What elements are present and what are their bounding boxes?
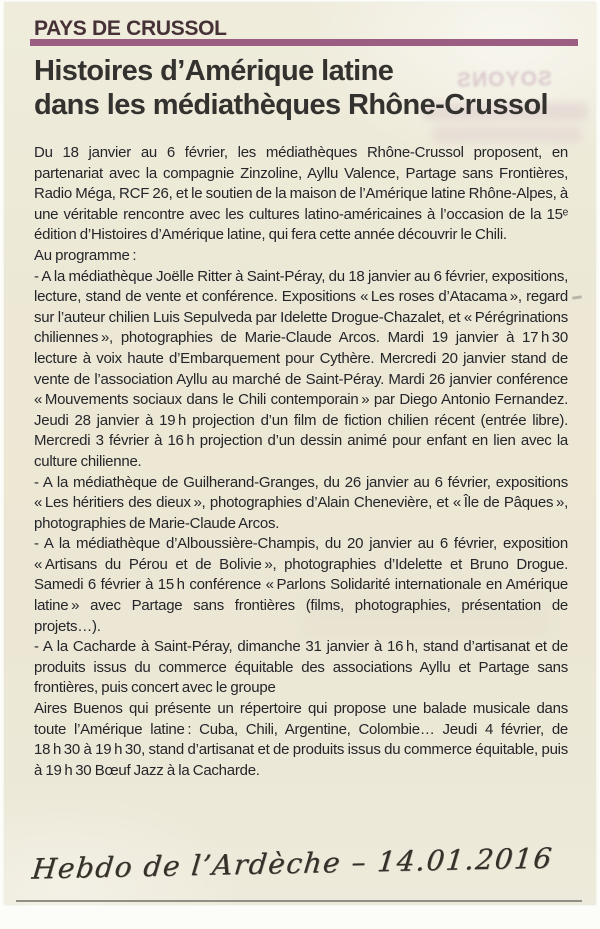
handwritten-source-note: Hebdo de l’Ardèche – 14.01.2016: [30, 841, 555, 886]
headline-line1: Histoires d’Amérique latine: [34, 55, 394, 87]
article-paragraph-programme-label: Au programme :: [34, 246, 137, 264]
article-paragraph-alboussiere: - A la médiathèque d’Alboussière-Champis, du 20 janvier au 6 février, exposition « Artisans du Pérou et de Bolivie », photographies d’Idelette et Bruno Drogue. Samedi 6 février à 15 h conférence « Parlons Solidarité internationale en Amérique latine » avec Partage sans frontières (films, photographies, présentation de projets…).: [34, 535, 568, 635]
article-paragraph-intro: Du 18 janvier au 6 février, les médiathèques Rhône-Crussol proposent, en partenariat avec la compagnie Zinzoline, Ayllu Valence, Partage sans Frontières, Radio Méga, RCF 26, et le soutien de la maison de l’Amérique latine Rhône-Alpes, à une véritable rencontre avec les cultures latino-américaines à l’occasion de la 15ᵉ édition d’Histoires d’Amérique latine, qui fera cette année découvrir le Chili.: [34, 144, 568, 244]
newspaper-clipping: [4, 2, 596, 905]
article-body: [34, 143, 568, 781]
showthrough-ghost-text: SOYONS: [455, 67, 553, 92]
article-paragraph-aires-buenos: Aires Buenos qui présente un répertoire qui propose une balade musicale dans toute l’Amérique latine : Cuba, Chili, Argentine, Colombie… Jeudi 4 février, de 18 h 30 à 19 h 30, stand d’artisanat et de produits issus du commerce équitable, puis à 19 h 30 Bœuf Jazz à la Cacharde.: [34, 700, 568, 779]
margin-mark: [572, 295, 582, 299]
headline-line2: dans les médiathèques Rhône-Crussol: [34, 89, 549, 121]
article-headline: [34, 54, 579, 122]
section-kicker: PAYS DE CRUSSOL: [34, 17, 227, 40]
article-paragraph-saint-peray: - A la médiathèque Joëlle Ritter à Saint-Péray, du 18 janvier au 6 février, expositions, lecture, stand de vente et conférence. Expositions « Les roses d’Atacama », regard sur l’auteur chilien Luis Sepulveda par Idelette Drogue-Chazalet, et « Pérégrinations chiliennes », photographies de Marie-Claude Arcos. Mardi 19 janvier à 17 h 30 lecture à voix haute d’Embarquement pour Cythère. Mercredi 20 janvier stand de vente de l’association Ayllu au marché de Saint-Péray. Mardi 26 janvier conférence « Mouvements sociaux dans le Chili contemporain » par Diego Antonio Fernandez. Jeudi 28 janvier à 19 h projection d’un film de fiction chilien récent (entrée libre). Mercredi 3 février à 16 h projection d’un dessin animé pour enfant en lien avec la culture chilienne.: [34, 267, 568, 470]
clipping-edge-line: [16, 900, 582, 902]
showthrough-ghost-blob: [432, 126, 582, 143]
article-paragraph-cacharde: - A la Cacharde à Saint-Péray, dimanche 31 janvier à 16 h, stand d’artisanat et de produits issus du commerce équitable des associations Ayllu et Partage sans frontières, puis concert avec le groupe: [34, 638, 568, 697]
article-paragraph-guilherand: - A la médiathèque de Guilherand-Granges, du 26 janvier au 6 février, expositions « Les héritiers des dieux », photographies d’Alain Chenevière, et « Île de Pâques », photographies de Marie-Claude Arcos.: [34, 473, 568, 532]
